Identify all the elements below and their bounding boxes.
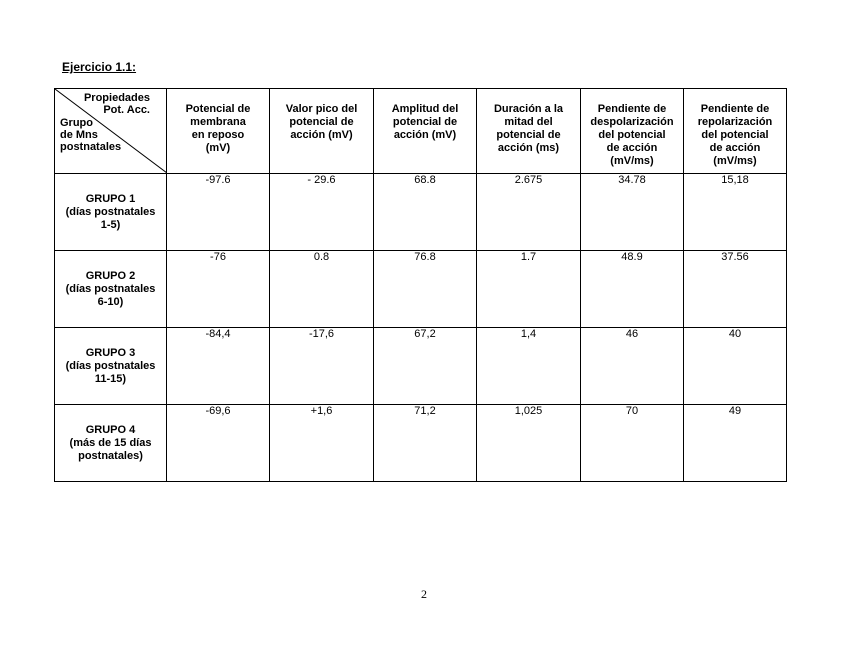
table-row	[55, 328, 787, 405]
value-cell: 1,025	[477, 405, 581, 482]
value-cell: 46	[581, 328, 684, 405]
group-label-line: (días postnatales	[65, 205, 156, 218]
column-header-line: repolarización	[697, 116, 773, 128]
value-cell: 67,2	[374, 328, 477, 405]
value-cell: 1,4	[477, 328, 581, 405]
column-header-line: de acción	[606, 142, 658, 154]
column-header-line: del potencial	[701, 129, 769, 141]
column-header	[270, 89, 374, 174]
column-header-line: acción (mV)	[290, 129, 353, 141]
column-header	[477, 89, 581, 174]
column-header-line: Valor pico del	[285, 103, 358, 115]
group-label-line: 1-5)	[100, 218, 121, 231]
column-header-line: acción (mV)	[393, 129, 457, 141]
table-row	[55, 174, 787, 251]
column-header	[581, 89, 684, 174]
column-header-line: mitad del	[504, 116, 553, 128]
corner-top-line: Pot. Acc.	[103, 104, 150, 116]
page-number: 2	[421, 587, 427, 601]
corner-properties-label	[84, 92, 150, 116]
value-cell: 71,2	[374, 405, 477, 482]
group-label-line: 6-10)	[97, 295, 124, 308]
column-header-line: del potencial	[598, 129, 666, 141]
value-cell: -69,6	[167, 405, 270, 482]
column-header	[684, 89, 787, 174]
group-label-line: postnatales)	[78, 449, 143, 462]
value-cell: 70	[581, 405, 684, 482]
corner-group-label	[60, 117, 121, 153]
header-row	[55, 89, 787, 174]
value-cell: 68.8	[374, 174, 477, 251]
column-header-line: membrana	[190, 116, 246, 128]
group-label-line: 11-15)	[94, 372, 127, 385]
table-row	[55, 251, 787, 328]
action-potential-table	[54, 88, 787, 482]
group-label-line: GRUPO 4	[85, 423, 136, 436]
table-row	[55, 405, 787, 482]
corner-bottom-line: de Mns	[60, 129, 98, 141]
group-label-cell	[55, 328, 167, 405]
column-header-line: potencial de	[392, 116, 458, 128]
value-cell: +1,6	[270, 405, 374, 482]
value-cell: 49	[684, 405, 787, 482]
corner-header-cell	[55, 89, 167, 174]
column-header-line: acción (ms)	[497, 142, 560, 154]
corner-bottom-line: Grupo	[60, 117, 93, 129]
column-header-line: (mV/ms)	[713, 155, 757, 167]
value-cell: -76	[167, 251, 270, 328]
value-cell: 15,18	[684, 174, 787, 251]
value-cell: -97.6	[167, 174, 270, 251]
value-cell: 1.7	[477, 251, 581, 328]
corner-top-line: Propiedades	[83, 92, 150, 104]
group-label-line: (más de 15 días	[69, 436, 152, 449]
column-header-line: Duración a la	[493, 103, 564, 115]
corner-bottom-line: postnatales	[60, 141, 122, 153]
column-header-line: Amplitud del	[391, 103, 459, 115]
value-cell: 40	[684, 328, 787, 405]
group-label-line: GRUPO 3	[85, 346, 136, 359]
column-header-line: Potencial de	[185, 103, 251, 115]
column-header-line: (mV)	[205, 142, 231, 154]
group-label-line: (días postnatales	[65, 282, 156, 295]
column-header-line: en reposo	[191, 129, 245, 141]
column-header-line: potencial de	[496, 129, 561, 141]
group-label-cell	[55, 174, 167, 251]
column-header-line: Pendiente de	[597, 103, 667, 115]
value-cell: - 29.6	[270, 174, 374, 251]
column-header-line: (mV/ms)	[610, 155, 654, 167]
column-header-line: despolarización	[590, 116, 674, 128]
value-cell: 2.675	[477, 174, 581, 251]
value-cell: 48.9	[581, 251, 684, 328]
group-label-line: GRUPO 1	[85, 192, 136, 205]
column-header-line: potencial de	[289, 116, 354, 128]
group-label-cell	[55, 251, 167, 328]
column-header-line: de acción	[709, 142, 761, 154]
column-header	[167, 89, 270, 174]
value-cell: -17,6	[270, 328, 374, 405]
value-cell: 0.8	[270, 251, 374, 328]
value-cell: 34.78	[581, 174, 684, 251]
column-header-line: Pendiente de	[700, 103, 770, 115]
value-cell: -84,4	[167, 328, 270, 405]
group-label-cell	[55, 405, 167, 482]
column-header	[374, 89, 477, 174]
value-cell: 37.56	[684, 251, 787, 328]
group-label-line: GRUPO 2	[85, 269, 136, 282]
group-label-line: (días postnatales	[65, 359, 156, 372]
exercise-heading: Ejercicio 1.1:	[62, 60, 137, 74]
value-cell: 76.8	[374, 251, 477, 328]
